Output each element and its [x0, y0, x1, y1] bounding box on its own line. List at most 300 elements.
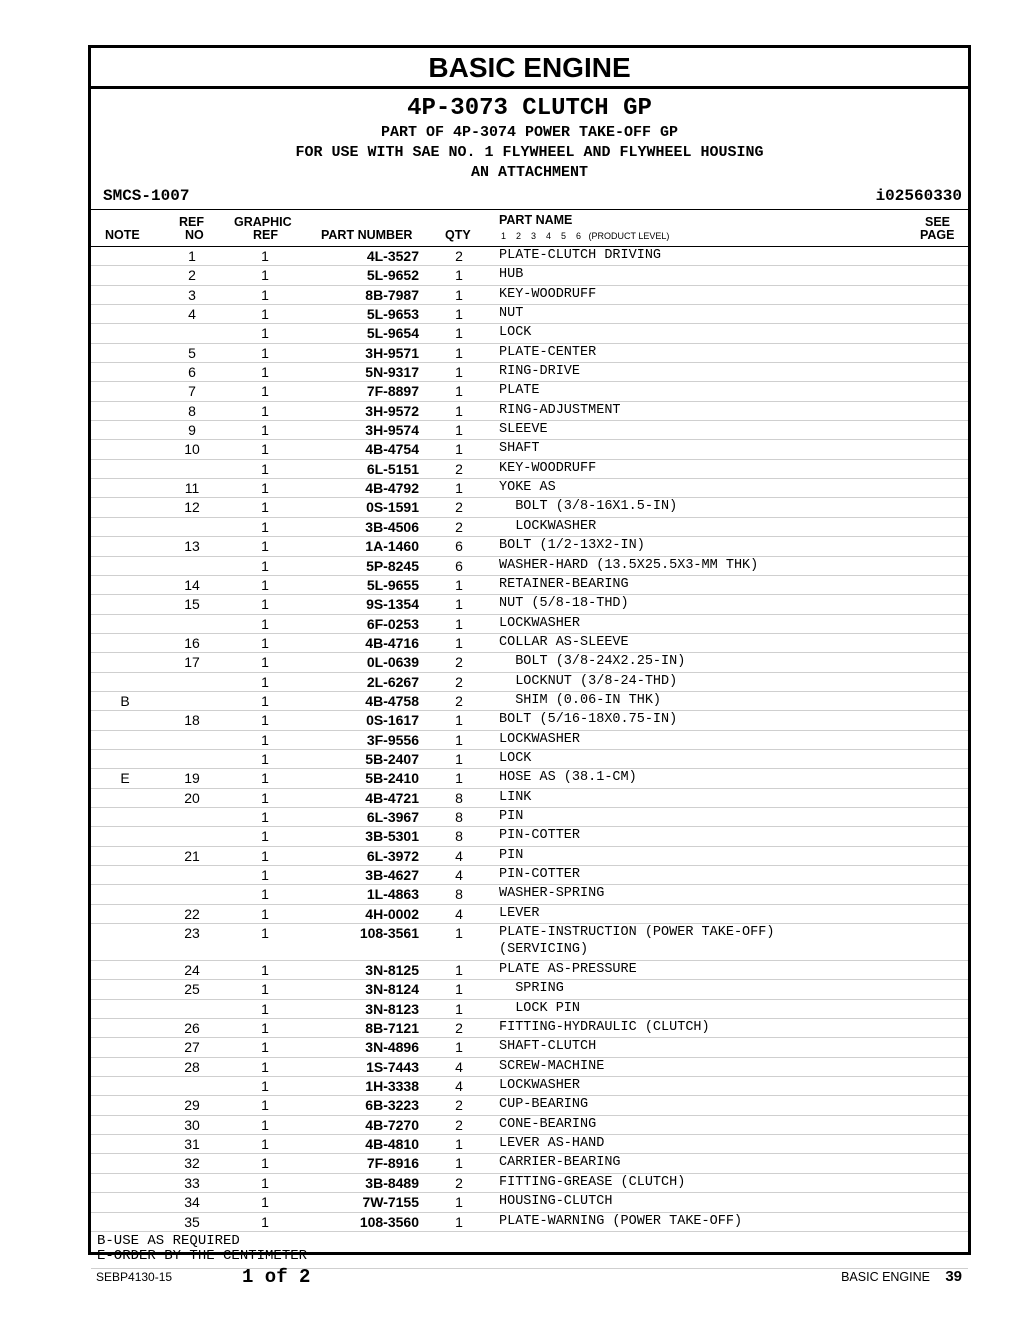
row-graphic-ref: 1 — [261, 402, 269, 419]
row-part-name: HOUSING-CLUTCH — [499, 1194, 613, 1210]
row-ref-no: 3 — [188, 286, 196, 303]
header-see-top: SEE — [925, 215, 951, 229]
row-part-number: 5L-9655 — [366, 576, 419, 593]
row-part-name: HUB — [499, 267, 524, 283]
row-qty: 1 — [455, 1136, 463, 1153]
row-ref-no: 35 — [184, 1213, 200, 1230]
header-ref-top: REF — [179, 215, 204, 229]
row-part-number: 3N-4896 — [365, 1039, 419, 1056]
table-row — [91, 1135, 968, 1154]
header-part-number: PART NUMBER — [321, 228, 413, 242]
row-part-number: 8B-7121 — [365, 1020, 419, 1037]
row-graphic-ref: 1 — [261, 1194, 269, 1211]
table-row — [91, 402, 968, 421]
table-row — [91, 1019, 968, 1038]
row-ref-no: 2 — [188, 267, 196, 284]
row-part-number: 3N-8125 — [365, 962, 419, 979]
row-part-name: NUT — [499, 306, 524, 322]
table-row — [91, 479, 968, 498]
row-part-number: 4L-3527 — [366, 248, 419, 264]
row-qty: 1 — [455, 1194, 463, 1211]
row-part-name: LOCKWASHER — [499, 1078, 581, 1094]
table-row — [91, 1154, 968, 1173]
row-qty: 1 — [455, 962, 463, 979]
row-part-number: 5B-2410 — [365, 770, 419, 787]
row-ref-no: 30 — [184, 1116, 200, 1133]
row-graphic-ref: 1 — [261, 789, 269, 806]
row-graphic-ref: 1 — [261, 1213, 269, 1230]
table-row — [91, 1077, 968, 1096]
row-ref-no: 29 — [184, 1097, 200, 1114]
group-title: 4P-3073 CLUTCH GP — [407, 95, 652, 122]
row-ref-no: 25 — [184, 981, 200, 998]
row-ref-no: 28 — [184, 1058, 200, 1075]
row-part-name: PIN-COTTER — [499, 828, 581, 844]
row-note: E — [120, 770, 130, 787]
codes-row — [91, 187, 968, 210]
row-qty: 1 — [455, 731, 463, 748]
footer-doc-number: SEBP4130-15 — [96, 1270, 173, 1284]
row-graphic-ref: 1 — [261, 1039, 269, 1056]
row-graphic-ref: 1 — [261, 654, 269, 671]
table-row — [91, 653, 968, 672]
row-qty: 2 — [455, 1020, 463, 1037]
row-part-name: CUP-BEARING — [499, 1097, 589, 1113]
table-row — [91, 847, 968, 866]
row-part-number: 5L-9654 — [366, 325, 419, 342]
row-part-name: LOCK — [499, 325, 532, 341]
row-part-number: 108-3560 — [359, 1213, 419, 1230]
row-qty: 1 — [455, 1039, 463, 1056]
row-ref-no: 22 — [184, 905, 200, 922]
row-qty: 1 — [455, 634, 463, 651]
row-part-name: BOLT (3/8-16X1.5-IN) — [499, 499, 678, 515]
header-see-bottom: PAGE — [920, 228, 955, 242]
row-qty: 1 — [455, 615, 463, 632]
row-ref-no: 24 — [184, 962, 200, 979]
row-part-number: 4B-4721 — [365, 789, 419, 806]
row-part-name: FITTING-HYDRAULIC (CLUTCH) — [499, 1020, 710, 1036]
table-row — [91, 615, 968, 634]
table-row — [91, 1038, 968, 1057]
group-header — [91, 95, 968, 183]
table-row — [91, 1174, 968, 1193]
row-part-number: 0L-0639 — [366, 654, 419, 671]
row-part-number: 3B-5301 — [365, 828, 419, 845]
row-qty: 2 — [455, 673, 463, 690]
table-row — [91, 247, 968, 266]
row-part-number: 6L-3967 — [366, 808, 419, 825]
row-part-number: 6L-3972 — [366, 847, 419, 864]
row-part-number: 3H-9571 — [365, 344, 419, 361]
row-part-number: 4B-4716 — [365, 634, 419, 651]
row-graphic-ref: 1 — [261, 731, 269, 748]
row-qty: 1 — [455, 576, 463, 593]
row-graphic-ref: 1 — [261, 325, 269, 342]
row-graphic-ref: 1 — [261, 1136, 269, 1153]
row-part-name: LOCK — [499, 750, 532, 766]
row-graphic-ref: 1 — [261, 828, 269, 845]
row-part-name: LOCKWASHER — [499, 518, 597, 534]
row-part-number: 0S-1591 — [366, 499, 419, 516]
group-subtitle-1: PART OF 4P-3074 POWER TAKE-OFF GP — [380, 124, 679, 141]
parts-table-body — [91, 247, 968, 1232]
row-qty: 2 — [455, 1174, 463, 1191]
header-graphic-top: GRAPHIC — [234, 215, 292, 229]
row-part-name: COLLAR AS-SLEEVE — [499, 634, 629, 650]
table-row — [91, 711, 968, 730]
row-part-name: SHAFT — [499, 441, 540, 457]
section-title: BASIC ENGINE — [91, 48, 968, 89]
row-note: B — [120, 692, 130, 709]
row-part-number: 6L-5151 — [366, 460, 419, 477]
row-ref-no: 16 — [184, 634, 200, 651]
row-qty: 1 — [455, 383, 463, 400]
row-part-number: 0S-1617 — [366, 712, 419, 729]
row-qty: 6 — [455, 557, 463, 574]
row-graphic-ref: 1 — [261, 1116, 269, 1133]
row-qty: 1 — [455, 325, 463, 342]
row-graphic-ref: 1 — [261, 808, 269, 825]
row-qty: 2 — [455, 460, 463, 477]
row-graphic-ref: 1 — [261, 770, 269, 787]
row-graphic-ref: 1 — [261, 905, 269, 922]
row-part-number: 1L-4863 — [366, 886, 419, 903]
row-qty: 2 — [455, 248, 463, 264]
row-graphic-ref: 1 — [261, 306, 269, 323]
parts-list-frame — [88, 45, 971, 1264]
table-row — [91, 286, 968, 305]
row-qty: 1 — [455, 480, 463, 497]
row-part-number: 4B-4754 — [365, 441, 419, 458]
row-qty: 2 — [455, 692, 463, 709]
row-graphic-ref: 1 — [261, 750, 269, 767]
row-part-number: 3B-8489 — [365, 1174, 419, 1191]
smcs-code: SMCS-1007 — [103, 187, 190, 205]
row-graphic-ref: 1 — [261, 1174, 269, 1191]
row-part-name: BOLT (3/8-24X2.25-IN) — [499, 654, 686, 670]
row-qty: 2 — [455, 518, 463, 535]
row-part-name: KEY-WOODRUFF — [499, 286, 597, 302]
row-part-number: 3B-4506 — [365, 518, 419, 535]
row-qty: 1 — [455, 344, 463, 361]
row-part-name: WASHER-HARD (13.5X25.5X3-MM THK) — [499, 557, 759, 573]
table-row — [91, 460, 968, 479]
row-part-number: 3H-9574 — [365, 422, 419, 439]
header-graphic-bottom: REF — [253, 228, 278, 242]
row-graphic-ref: 1 — [261, 383, 269, 400]
row-ref-no: 19 — [184, 770, 200, 787]
row-graphic-ref: 1 — [261, 1058, 269, 1075]
row-graphic-ref: 1 — [261, 248, 269, 264]
row-ref-no: 21 — [184, 847, 200, 864]
table-row — [91, 808, 968, 827]
table-row — [91, 1116, 968, 1135]
row-ref-no: 8 — [188, 402, 196, 419]
table-row — [91, 961, 968, 980]
row-part-name: PIN — [499, 808, 524, 824]
header-product-levels: 1 2 3 4 5 6 (PRODUCT LEVEL) — [501, 231, 670, 241]
row-part-name: SHAFT-CLUTCH — [499, 1039, 597, 1055]
table-row — [91, 1000, 968, 1019]
notes-block — [91, 1232, 968, 1269]
header-qty: QTY — [445, 228, 471, 242]
row-part-name: CARRIER-BEARING — [499, 1155, 621, 1171]
row-ref-no: 9 — [188, 422, 196, 439]
row-ref-no: 1 — [188, 248, 196, 264]
row-part-name: LOCKWASHER — [499, 615, 581, 631]
row-graphic-ref: 1 — [261, 480, 269, 497]
row-graphic-ref: 1 — [261, 1097, 269, 1114]
group-subtitle-2: FOR USE WITH SAE NO. 1 FLYWHEEL AND FLYWHEEL HOUSING — [295, 144, 764, 161]
row-part-name: LEVER AS-HAND — [499, 1136, 605, 1152]
row-graphic-ref: 1 — [261, 962, 269, 979]
row-part-number: 8B-7987 — [365, 286, 419, 303]
row-ref-no: 20 — [184, 789, 200, 806]
row-qty: 1 — [455, 441, 463, 458]
row-part-name: CONE-BEARING — [499, 1116, 597, 1132]
footer-page-of: 1 of 2 — [242, 1266, 311, 1288]
table-row — [91, 344, 968, 363]
table-row — [91, 924, 968, 961]
row-graphic-ref: 1 — [261, 712, 269, 729]
row-part-name: PLATE-CLUTCH DRIVING — [499, 248, 662, 263]
row-qty: 8 — [455, 789, 463, 806]
table-row — [91, 1058, 968, 1077]
row-ref-no: 12 — [184, 499, 200, 516]
row-graphic-ref: 1 — [261, 673, 269, 690]
row-part-number: 7F-8897 — [366, 383, 419, 400]
table-row — [91, 905, 968, 924]
row-qty: 1 — [455, 750, 463, 767]
row-part-number: 2L-6267 — [366, 673, 419, 690]
row-ref-no: 11 — [184, 480, 200, 497]
row-graphic-ref: 1 — [261, 422, 269, 439]
table-row — [91, 827, 968, 846]
table-row — [91, 440, 968, 459]
row-part-number: 3B-4627 — [365, 867, 419, 883]
row-ref-no: 14 — [184, 576, 200, 593]
row-ref-no: 27 — [184, 1039, 200, 1056]
row-ref-no: 23 — [184, 925, 200, 942]
row-part-number: 9S-1354 — [366, 596, 419, 613]
row-part-name: HOSE AS (38.1-CM) — [499, 770, 637, 786]
row-ref-no: 32 — [184, 1155, 200, 1172]
row-qty: 8 — [455, 886, 463, 903]
row-graphic-ref: 1 — [261, 518, 269, 535]
row-qty: 4 — [455, 847, 463, 864]
row-part-number: 4B-4810 — [365, 1136, 419, 1153]
row-qty: 1 — [455, 770, 463, 787]
row-graphic-ref: 1 — [261, 286, 269, 303]
row-part-name: LOCKWASHER — [499, 731, 581, 747]
note-line: E-ORDER BY THE CENTIMETER — [97, 1247, 308, 1264]
table-row — [91, 692, 968, 711]
row-part-name: RETAINER-BEARING — [499, 576, 629, 592]
row-part-name: BOLT (1/2-13X2-IN) — [499, 538, 645, 554]
row-part-number: 1H-3338 — [365, 1078, 419, 1095]
row-graphic-ref: 1 — [261, 1020, 269, 1037]
row-ref-no: 33 — [184, 1174, 200, 1191]
row-part-number: 3F-9556 — [366, 731, 419, 748]
row-part-name: LOCK PIN — [499, 1000, 581, 1016]
row-graphic-ref: 1 — [261, 596, 269, 613]
row-part-name: LOCKNUT (3/8-24-THD) — [499, 673, 678, 689]
row-ref-no: 17 — [184, 654, 200, 671]
row-ref-no: 4 — [188, 306, 196, 323]
table-row — [91, 750, 968, 769]
header-part-name: PART NAME — [499, 213, 573, 227]
row-part-name: KEY-WOODRUFF — [499, 460, 597, 476]
page-footer — [96, 1266, 966, 1290]
row-part-number: 4B-4758 — [365, 692, 419, 709]
table-row — [91, 518, 968, 537]
row-qty: 1 — [455, 596, 463, 613]
row-graphic-ref: 1 — [261, 847, 269, 864]
footer-section: BASIC ENGINE — [841, 1270, 930, 1284]
row-qty: 1 — [455, 364, 463, 381]
row-qty: 2 — [455, 654, 463, 671]
row-ref-no: 15 — [184, 596, 200, 613]
row-qty: 1 — [455, 1155, 463, 1172]
row-part-number: 5B-2407 — [365, 750, 419, 767]
row-graphic-ref: 1 — [261, 557, 269, 574]
row-part-number: 7F-8916 — [366, 1155, 419, 1172]
row-part-number: 3N-8124 — [365, 981, 419, 998]
row-part-number: 4H-0002 — [365, 905, 419, 922]
row-part-name: SLEEVE — [499, 422, 548, 438]
footer-page-number: 39 — [945, 1268, 962, 1285]
row-qty: 6 — [455, 538, 463, 555]
row-part-name: SHIM (0.06-IN THK) — [499, 692, 662, 708]
row-ref-no: 26 — [184, 1020, 200, 1037]
row-graphic-ref: 1 — [261, 981, 269, 998]
row-qty: 4 — [455, 867, 463, 883]
note-line: B-USE AS REQUIRED — [97, 1232, 240, 1249]
row-graphic-ref: 1 — [261, 692, 269, 709]
row-qty: 8 — [455, 808, 463, 825]
row-graphic-ref: 1 — [261, 925, 269, 942]
row-qty: 1 — [455, 712, 463, 729]
row-ref-no: 7 — [188, 383, 196, 400]
row-graphic-ref: 1 — [261, 867, 269, 883]
row-part-number: 3N-8123 — [365, 1000, 419, 1017]
table-row — [91, 980, 968, 999]
row-graphic-ref: 1 — [261, 886, 269, 903]
row-part-name: WASHER-SPRING — [499, 886, 605, 902]
row-graphic-ref: 1 — [261, 499, 269, 516]
row-ref-no: 5 — [188, 344, 196, 361]
row-qty: 2 — [455, 1116, 463, 1133]
row-graphic-ref: 1 — [261, 576, 269, 593]
table-row — [91, 885, 968, 904]
table-row — [91, 576, 968, 595]
table-row — [91, 324, 968, 343]
row-part-number: 1A-1460 — [365, 538, 419, 555]
row-graphic-ref: 1 — [261, 634, 269, 651]
row-graphic-ref: 1 — [261, 1155, 269, 1172]
row-qty: 1 — [455, 1213, 463, 1230]
table-row — [91, 731, 968, 750]
table-row — [91, 537, 968, 556]
table-row — [91, 1213, 968, 1232]
row-qty: 2 — [455, 499, 463, 516]
row-part-name: SPRING — [499, 981, 564, 997]
row-graphic-ref: 1 — [261, 615, 269, 632]
row-qty: 1 — [455, 981, 463, 998]
row-qty: 1 — [455, 267, 463, 284]
table-row — [91, 595, 968, 614]
table-header — [91, 210, 968, 247]
header-note: NOTE — [105, 228, 140, 242]
row-part-name: PIN — [499, 847, 524, 863]
row-part-number: 7W-7155 — [362, 1194, 419, 1211]
row-part-name: FITTING-GREASE (CLUTCH) — [499, 1174, 686, 1190]
row-graphic-ref: 1 — [261, 267, 269, 284]
row-ref-no: 13 — [184, 538, 200, 555]
row-ref-no: 34 — [184, 1194, 200, 1211]
table-row — [91, 769, 968, 788]
header-ref-bottom: NO — [185, 228, 204, 242]
row-part-number: 4B-7270 — [365, 1116, 419, 1133]
row-qty: 4 — [455, 1078, 463, 1095]
row-part-number: 5P-8245 — [366, 557, 419, 574]
row-part-name: RING-ADJUSTMENT — [499, 402, 621, 418]
row-part-number: 4B-4792 — [365, 480, 419, 497]
row-part-name: YOKE AS — [499, 480, 556, 496]
row-part-number: 5N-9317 — [365, 364, 419, 381]
row-part-name: PLATE — [499, 383, 540, 399]
row-graphic-ref: 1 — [261, 344, 269, 361]
row-part-name: PLATE-INSTRUCTION (POWER TAKE-OFF) (SERVICING) — [499, 925, 775, 958]
row-part-name: SCREW-MACHINE — [499, 1058, 605, 1074]
row-qty: 8 — [455, 828, 463, 845]
row-part-name: NUT (5/8-18-THD) — [499, 596, 629, 612]
row-graphic-ref: 1 — [261, 460, 269, 477]
table-row — [91, 673, 968, 692]
table-row — [91, 866, 968, 885]
row-part-name: LINK — [499, 789, 532, 805]
row-qty: 2 — [455, 1097, 463, 1114]
row-part-name: BOLT (5/16-18X0.75-IN) — [499, 712, 678, 728]
group-subtitle-3: AN ATTACHMENT — [470, 164, 589, 181]
table-row — [91, 266, 968, 285]
row-qty: 1 — [455, 925, 463, 942]
row-qty: 4 — [455, 905, 463, 922]
row-graphic-ref: 1 — [261, 1078, 269, 1095]
row-part-number: 108-3561 — [359, 925, 419, 942]
row-part-name: PLATE AS-PRESSURE — [499, 962, 637, 978]
row-graphic-ref: 1 — [261, 538, 269, 555]
table-row — [91, 557, 968, 576]
table-row — [91, 305, 968, 324]
row-part-name: PLATE-CENTER — [499, 344, 597, 360]
row-part-number: 5L-9653 — [366, 306, 419, 323]
table-row — [91, 789, 968, 808]
row-qty: 1 — [455, 422, 463, 439]
row-part-number: 6F-0253 — [366, 615, 419, 632]
row-qty: 1 — [455, 402, 463, 419]
row-part-number: 3H-9572 — [365, 402, 419, 419]
row-qty: 1 — [455, 306, 463, 323]
row-part-number: 1S-7443 — [366, 1058, 419, 1075]
row-part-name: LEVER — [499, 905, 540, 921]
table-row — [91, 634, 968, 653]
table-row — [91, 1096, 968, 1115]
row-part-name: PLATE-WARNING (POWER TAKE-OFF) — [499, 1213, 743, 1229]
illustration-id: i02560330 — [875, 187, 962, 205]
row-part-number: 5L-9652 — [366, 267, 419, 284]
